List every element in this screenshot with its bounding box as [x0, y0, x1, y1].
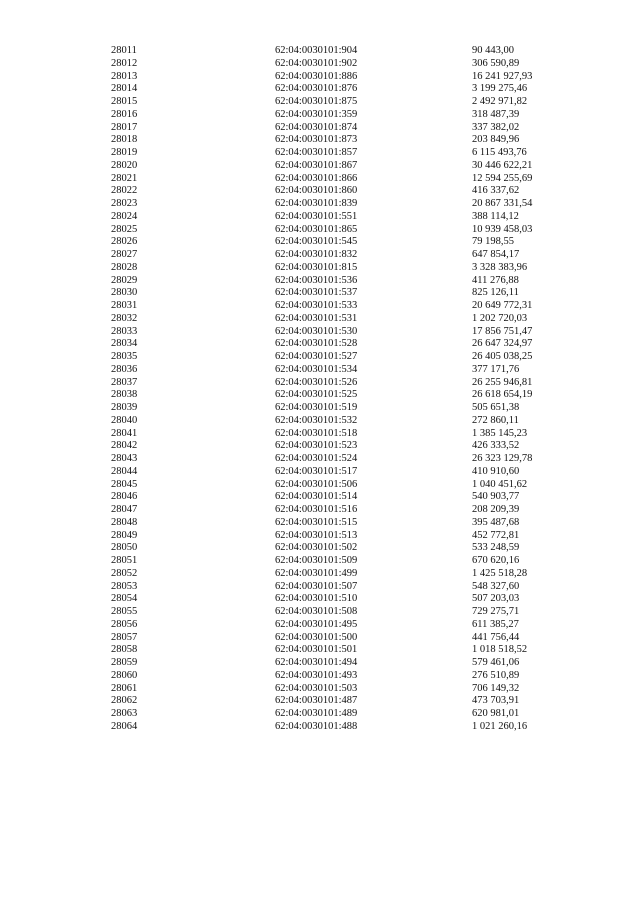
cadastral-number: 62:04:0030101:500 — [275, 631, 358, 643]
row-number: 28056 — [111, 618, 138, 630]
cadastral-value: 208 209,39 — [472, 504, 520, 515]
cadastral-value: 10 939 458,03 — [472, 223, 533, 235]
table-row — [0, 479, 640, 492]
cadastral-value: 395 487,68 — [472, 516, 520, 528]
row-number: 28047 — [111, 504, 138, 515]
cadastral-value: 533 248,59 — [472, 542, 520, 554]
row-number: 28044 — [111, 465, 138, 477]
cadastral-number: 62:04:0030101:506 — [275, 478, 358, 490]
table-row — [0, 415, 640, 428]
cadastral-number: 62:04:0030101:495 — [275, 618, 358, 630]
table-row — [0, 670, 640, 683]
table-row — [0, 453, 640, 466]
cadastral-value: 3 199 275,46 — [472, 83, 528, 95]
cadastral-number: 62:04:0030101:857 — [275, 147, 358, 158]
cadastral-value: 276 510,89 — [472, 669, 520, 681]
cadastral-number: 62:04:0030101:501 — [275, 644, 358, 656]
table-row — [0, 211, 640, 224]
table-row — [0, 351, 640, 364]
cadastral-value: 272 860,11 — [472, 414, 519, 426]
table-row — [0, 109, 640, 122]
cadastral-number: 62:04:0030101:516 — [275, 504, 358, 515]
cadastral-number: 62:04:0030101:518 — [275, 427, 358, 439]
row-number: 28037 — [111, 376, 138, 388]
table-row — [0, 555, 640, 568]
table-row — [0, 466, 640, 479]
cadastral-number: 62:04:0030101:875 — [275, 96, 358, 107]
row-number: 28040 — [111, 414, 138, 426]
cadastral-value: 26 255 946,81 — [472, 376, 533, 388]
cadastral-value: 411 276,88 — [472, 274, 519, 286]
row-number: 28039 — [111, 402, 138, 413]
table-row — [0, 568, 640, 581]
cadastral-number: 62:04:0030101:533 — [275, 300, 358, 311]
table-row — [0, 619, 640, 632]
cadastral-value: 670 620,16 — [472, 555, 520, 566]
cadastral-value: 26 323 129,78 — [472, 453, 533, 464]
row-number: 28035 — [111, 351, 138, 362]
table-row — [0, 517, 640, 530]
cadastral-value: 441 756,44 — [472, 631, 520, 643]
table-row — [0, 58, 640, 71]
cadastral-value: 6 115 493,76 — [472, 147, 527, 158]
cadastral-value: 12 594 255,69 — [472, 172, 533, 184]
table-row — [0, 593, 640, 606]
cadastral-number: 62:04:0030101:515 — [275, 516, 358, 528]
cadastral-number: 62:04:0030101:517 — [275, 465, 358, 477]
cadastral-value-table — [0, 45, 640, 734]
cadastral-value: 647 854,17 — [472, 249, 520, 260]
cadastral-number: 62:04:0030101:536 — [275, 274, 358, 286]
cadastral-number: 62:04:0030101:874 — [275, 121, 358, 133]
row-number: 28061 — [111, 682, 138, 694]
row-number: 28059 — [111, 657, 138, 668]
cadastral-number: 62:04:0030101:503 — [275, 682, 358, 694]
table-row — [0, 606, 640, 619]
table-row — [0, 338, 640, 351]
row-number: 28036 — [111, 363, 138, 375]
cadastral-value: 337 382,02 — [472, 121, 520, 133]
cadastral-value: 548 327,60 — [472, 580, 520, 592]
cadastral-value: 706 149,32 — [472, 682, 520, 694]
table-row — [0, 402, 640, 415]
cadastral-value: 825 126,11 — [472, 287, 519, 299]
table-row — [0, 632, 640, 645]
table-row — [0, 695, 640, 708]
cadastral-value: 611 385,27 — [472, 618, 519, 630]
cadastral-value: 473 703,91 — [472, 695, 520, 707]
cadastral-value: 410 910,60 — [472, 465, 520, 477]
cadastral-number: 62:04:0030101:502 — [275, 542, 358, 554]
cadastral-value: 1 385 145,23 — [472, 427, 528, 439]
row-number: 28020 — [111, 159, 138, 171]
table-row — [0, 147, 640, 160]
table-row — [0, 428, 640, 441]
cadastral-number: 62:04:0030101:876 — [275, 83, 358, 95]
cadastral-value: 16 241 927,93 — [472, 70, 533, 82]
cadastral-value: 1 202 720,03 — [472, 312, 528, 324]
cadastral-number: 62:04:0030101:524 — [275, 453, 358, 464]
cadastral-number: 62:04:0030101:493 — [275, 669, 358, 681]
cadastral-number: 62:04:0030101:508 — [275, 606, 358, 617]
cadastral-value: 17 856 751,47 — [472, 325, 533, 337]
cadastral-number: 62:04:0030101:815 — [275, 261, 358, 273]
table-row — [0, 491, 640, 504]
row-number: 28050 — [111, 542, 138, 554]
cadastral-number: 62:04:0030101:865 — [275, 223, 358, 235]
row-number: 28026 — [111, 236, 138, 248]
cadastral-number: 62:04:0030101:530 — [275, 325, 358, 337]
row-number: 28051 — [111, 555, 138, 566]
table-row — [0, 581, 640, 594]
cadastral-number: 62:04:0030101:537 — [275, 287, 358, 299]
row-number: 28041 — [111, 427, 138, 439]
cadastral-value: 79 198,55 — [472, 236, 514, 248]
cadastral-value: 318 487,39 — [472, 108, 520, 120]
table-row — [0, 249, 640, 262]
table-row — [0, 300, 640, 313]
cadastral-value: 426 333,52 — [472, 440, 520, 452]
table-row — [0, 122, 640, 135]
cadastral-value: 203 849,96 — [472, 134, 520, 146]
table-row — [0, 275, 640, 288]
cadastral-number: 62:04:0030101:494 — [275, 657, 358, 668]
row-number: 28023 — [111, 198, 138, 209]
cadastral-value: 30 446 622,21 — [472, 159, 533, 171]
row-number: 28043 — [111, 453, 138, 464]
cadastral-value: 1 018 518,52 — [472, 644, 528, 656]
cadastral-value: 26 405 038,25 — [472, 351, 533, 362]
row-number: 28031 — [111, 300, 138, 311]
cadastral-number: 62:04:0030101:528 — [275, 338, 358, 350]
table-row — [0, 530, 640, 543]
cadastral-value: 416 337,62 — [472, 185, 520, 197]
cadastral-value: 1 040 451,62 — [472, 478, 528, 490]
row-number: 28025 — [111, 223, 138, 235]
cadastral-value: 579 461,06 — [472, 657, 520, 668]
row-number: 28022 — [111, 185, 138, 197]
cadastral-value: 26 647 324,97 — [472, 338, 533, 350]
cadastral-value: 20 867 331,54 — [472, 198, 533, 209]
table-row — [0, 160, 640, 173]
table-row — [0, 262, 640, 275]
table-row — [0, 96, 640, 109]
table-row — [0, 224, 640, 237]
cadastral-number: 62:04:0030101:866 — [275, 172, 358, 184]
cadastral-number: 62:04:0030101:519 — [275, 402, 358, 413]
cadastral-number: 62:04:0030101:527 — [275, 351, 358, 362]
row-number: 28060 — [111, 669, 138, 681]
cadastral-value: 1 021 260,16 — [472, 720, 528, 732]
row-number: 28028 — [111, 261, 138, 273]
row-number: 28055 — [111, 606, 138, 617]
row-number: 28053 — [111, 580, 138, 592]
table-row — [0, 134, 640, 147]
table-row — [0, 326, 640, 339]
table-row — [0, 389, 640, 402]
row-number: 28013 — [111, 70, 138, 82]
cadastral-number: 62:04:0030101:487 — [275, 695, 358, 707]
table-row — [0, 45, 640, 58]
cadastral-number: 62:04:0030101:886 — [275, 70, 358, 82]
row-number: 28017 — [111, 121, 138, 133]
row-number: 28011 — [111, 45, 137, 56]
row-number: 28015 — [111, 96, 138, 107]
cadastral-value: 3 328 383,96 — [472, 261, 528, 273]
row-number: 28030 — [111, 287, 138, 299]
row-number: 28064 — [111, 720, 138, 732]
row-number: 28054 — [111, 593, 138, 605]
cadastral-value: 507 203,03 — [472, 593, 520, 605]
row-number: 28052 — [111, 567, 138, 579]
cadastral-number: 62:04:0030101:526 — [275, 376, 358, 388]
cadastral-value: 306 590,89 — [472, 57, 520, 69]
cadastral-number: 62:04:0030101:532 — [275, 414, 358, 426]
cadastral-number: 62:04:0030101:867 — [275, 159, 358, 171]
row-number: 28024 — [111, 210, 138, 222]
table-row — [0, 683, 640, 696]
cadastral-number: 62:04:0030101:513 — [275, 529, 358, 541]
row-number: 28045 — [111, 478, 138, 490]
table-row — [0, 657, 640, 670]
cadastral-number: 62:04:0030101:545 — [275, 236, 358, 248]
table-row — [0, 542, 640, 555]
row-number: 28012 — [111, 57, 138, 69]
table-row — [0, 721, 640, 734]
row-number: 28058 — [111, 644, 138, 656]
row-number: 28033 — [111, 325, 138, 337]
row-number: 28034 — [111, 338, 138, 350]
cadastral-number: 62:04:0030101:904 — [275, 45, 358, 56]
table-row — [0, 708, 640, 721]
row-number: 28063 — [111, 708, 138, 719]
cadastral-value: 26 618 654,19 — [472, 389, 533, 401]
cadastral-number: 62:04:0030101:488 — [275, 720, 358, 732]
row-number: 28038 — [111, 389, 138, 401]
cadastral-number: 62:04:0030101:507 — [275, 580, 358, 592]
table-row — [0, 236, 640, 249]
table-row — [0, 173, 640, 186]
cadastral-value: 20 649 772,31 — [472, 300, 533, 311]
row-number: 28029 — [111, 274, 138, 286]
row-number: 28042 — [111, 440, 138, 452]
row-number: 28048 — [111, 516, 138, 528]
row-number: 28021 — [111, 172, 138, 184]
cadastral-value: 729 275,71 — [472, 606, 520, 617]
cadastral-value: 452 772,81 — [472, 529, 520, 541]
cadastral-value: 90 443,00 — [472, 45, 514, 56]
table-row — [0, 71, 640, 84]
cadastral-number: 62:04:0030101:525 — [275, 389, 358, 401]
row-number: 28049 — [111, 529, 138, 541]
table-row — [0, 377, 640, 390]
cadastral-value: 388 114,12 — [472, 210, 519, 222]
cadastral-number: 62:04:0030101:489 — [275, 708, 358, 719]
cadastral-number: 62:04:0030101:551 — [275, 210, 358, 222]
cadastral-number: 62:04:0030101:509 — [275, 555, 358, 566]
row-number: 28019 — [111, 147, 138, 158]
row-number: 28046 — [111, 491, 138, 503]
cadastral-number: 62:04:0030101:902 — [275, 57, 358, 69]
cadastral-number: 62:04:0030101:359 — [275, 108, 358, 120]
row-number: 28027 — [111, 249, 138, 260]
row-number: 28014 — [111, 83, 138, 95]
cadastral-number: 62:04:0030101:860 — [275, 185, 358, 197]
cadastral-value: 540 903,77 — [472, 491, 520, 503]
row-number: 28057 — [111, 631, 138, 643]
table-row — [0, 440, 640, 453]
table-row — [0, 185, 640, 198]
table-row — [0, 198, 640, 211]
cadastral-number: 62:04:0030101:839 — [275, 198, 358, 209]
cadastral-number: 62:04:0030101:832 — [275, 249, 358, 260]
table-row — [0, 644, 640, 657]
row-number: 28016 — [111, 108, 138, 120]
row-number: 28018 — [111, 134, 138, 146]
row-number: 28032 — [111, 312, 138, 324]
row-number: 28062 — [111, 695, 138, 707]
cadastral-number: 62:04:0030101:510 — [275, 593, 358, 605]
table-row — [0, 504, 640, 517]
cadastral-number: 62:04:0030101:531 — [275, 312, 358, 324]
cadastral-value: 620 981,01 — [472, 708, 520, 719]
table-row — [0, 313, 640, 326]
cadastral-number: 62:04:0030101:523 — [275, 440, 358, 452]
cadastral-number: 62:04:0030101:499 — [275, 567, 358, 579]
cadastral-number: 62:04:0030101:873 — [275, 134, 358, 146]
cadastral-value: 505 651,38 — [472, 402, 520, 413]
cadastral-number: 62:04:0030101:514 — [275, 491, 358, 503]
cadastral-value: 1 425 518,28 — [472, 567, 528, 579]
cadastral-value: 377 171,76 — [472, 363, 520, 375]
table-row — [0, 287, 640, 300]
table-row — [0, 83, 640, 96]
table-row — [0, 364, 640, 377]
cadastral-number: 62:04:0030101:534 — [275, 363, 358, 375]
cadastral-value: 2 492 971,82 — [472, 96, 528, 107]
